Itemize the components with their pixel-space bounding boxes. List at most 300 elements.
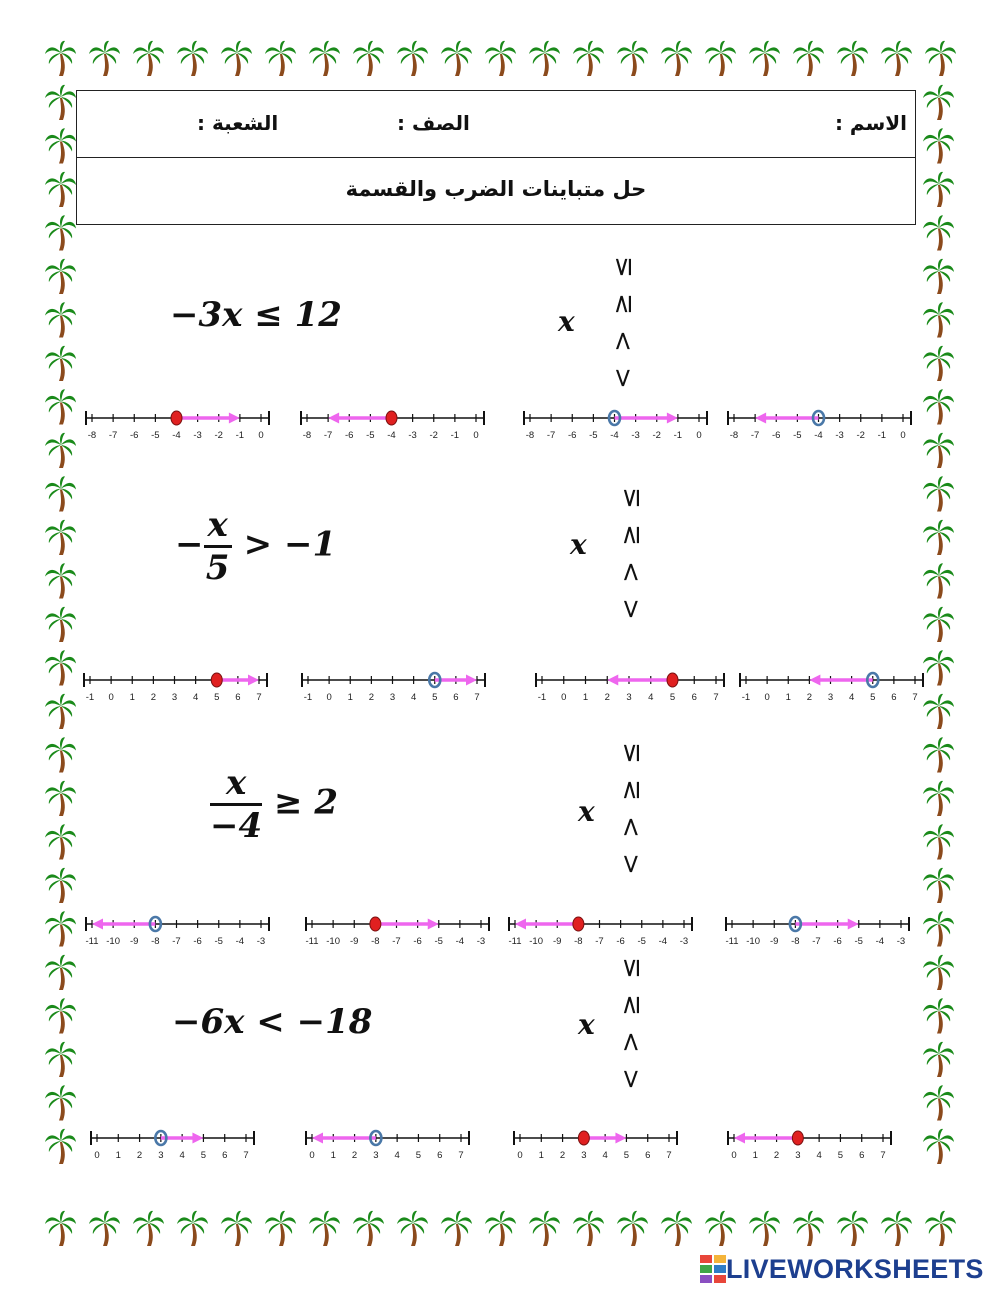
palm-tree-icon <box>923 128 954 163</box>
palm-tree-icon <box>573 1211 604 1246</box>
palm-tree-icon <box>45 781 76 816</box>
palm-tree-icon <box>485 1211 516 1246</box>
inequality-2-prefix: − <box>175 524 204 565</box>
tick-label: 1 <box>129 692 135 703</box>
choice-leq[interactable]: ≤ <box>616 487 646 509</box>
palm-tree-icon <box>793 41 824 76</box>
palm-tree-icon <box>923 911 954 946</box>
choice-leq[interactable]: ≤ <box>608 256 638 278</box>
tick-label: -7 <box>108 430 118 441</box>
palm-tree-icon <box>45 911 76 946</box>
tick-label: 1 <box>582 692 589 703</box>
tick-label: 0 <box>258 430 264 441</box>
closed-dot <box>211 673 222 687</box>
palm-tree-icon <box>441 1211 472 1246</box>
tick-label: -4 <box>235 936 245 947</box>
tick-label: 6 <box>691 692 697 703</box>
palm-tree-icon <box>925 1211 956 1246</box>
tick-label: 2 <box>136 1150 143 1161</box>
tick-label: 5 <box>415 1150 422 1161</box>
tick-label: -8 <box>302 430 312 441</box>
tick-label: 7 <box>474 692 480 703</box>
tick-label: -1 <box>877 430 887 441</box>
number-line-option[interactable] <box>80 910 275 954</box>
tick-label: 4 <box>179 1150 185 1161</box>
palm-tree-icon <box>881 1211 912 1246</box>
number-line-option[interactable] <box>300 1124 475 1168</box>
arrowhead-icon <box>734 1133 745 1144</box>
closed-dot <box>667 673 678 687</box>
palm-tree-icon <box>397 1211 428 1246</box>
palm-tree-icon <box>265 1211 296 1246</box>
choice-lt[interactable]: < <box>608 367 638 389</box>
palm-tree-icon <box>45 520 76 555</box>
palm-tree-icon <box>309 1211 340 1246</box>
palm-tree-icon <box>133 41 164 76</box>
number-line-option[interactable] <box>295 404 490 448</box>
tick-label: -5 <box>854 936 863 947</box>
arrowhead-icon <box>667 413 678 424</box>
tick-label: -2 <box>429 430 438 441</box>
tick-label: -11 <box>305 936 319 947</box>
tick-label: 7 <box>880 1150 886 1161</box>
tick-label: 5 <box>623 1150 630 1161</box>
tick-label: 1 <box>347 692 353 703</box>
tick-label: 2 <box>773 1150 780 1161</box>
tick-label: 0 <box>731 1150 737 1161</box>
tick-label: -5 <box>366 430 375 441</box>
tick-label: 5 <box>837 1150 844 1161</box>
palm-tree-icon <box>923 998 954 1033</box>
tick-label: -4 <box>658 936 668 947</box>
tick-label: -1 <box>673 430 683 441</box>
palm-tree-icon <box>45 41 76 76</box>
tick-label: -8 <box>525 430 535 441</box>
palm-tree-icon <box>45 650 76 685</box>
tick-label: 3 <box>389 692 396 703</box>
tick-label: -9 <box>130 936 139 947</box>
arrowhead-icon <box>515 919 526 930</box>
tick-label: -6 <box>833 936 842 947</box>
palm-tree-icon <box>923 302 954 337</box>
arrowhead-icon <box>428 919 439 930</box>
number-line-option[interactable] <box>722 1124 897 1168</box>
closed-dot <box>573 917 584 931</box>
tick-label: 4 <box>816 1150 822 1161</box>
tick-label: -9 <box>350 936 359 947</box>
tick-label: -10 <box>746 936 760 947</box>
tick-label: -6 <box>616 936 625 947</box>
tick-label: -4 <box>814 430 823 441</box>
tick-label: -5 <box>434 936 443 947</box>
liveworksheets-logo-icon <box>700 1255 726 1285</box>
tick-label: -5 <box>214 936 223 947</box>
number-line-option[interactable] <box>78 666 273 710</box>
tick-label: 4 <box>602 1150 608 1161</box>
worksheet-title: حل متباينات الضرب والقسمة <box>345 177 647 201</box>
palm-tree-icon <box>45 346 76 381</box>
tick-label: 4 <box>648 692 654 703</box>
tick-label: 6 <box>891 692 897 703</box>
tick-label: -4 <box>387 430 396 441</box>
palm-tree-icon <box>617 41 648 76</box>
palm-tree-icon <box>45 694 76 729</box>
fraction-3-denominator: −4 <box>210 806 263 846</box>
inequality-3 <box>210 763 338 846</box>
fraction-2 <box>204 505 232 588</box>
choice-gt[interactable]: > <box>616 1031 646 1053</box>
number-line-option[interactable] <box>734 666 929 710</box>
tick-label: 2 <box>150 692 157 703</box>
arrowhead-icon <box>607 675 618 686</box>
tick-label: 7 <box>912 692 918 703</box>
tick-label: -6 <box>130 430 139 441</box>
arrowhead-icon <box>312 1133 323 1144</box>
choice-gt[interactable]: > <box>608 330 638 352</box>
palm-tree-icon <box>45 955 76 990</box>
number-line-option[interactable] <box>530 666 730 710</box>
tick-label: 6 <box>235 692 241 703</box>
number-line-option[interactable] <box>518 404 713 448</box>
tick-label: -3 <box>896 936 906 947</box>
tick-label: -8 <box>729 430 739 441</box>
palm-tree-icon <box>441 41 472 76</box>
palm-tree-icon <box>923 433 954 468</box>
palm-tree-icon <box>45 1211 76 1246</box>
palm-tree-icon <box>177 41 208 76</box>
palm-tree-icon <box>45 868 76 903</box>
tick-label: 6 <box>222 1150 228 1161</box>
tick-label: 3 <box>795 1150 801 1161</box>
tick-label: 0 <box>561 692 567 703</box>
arrowhead-icon <box>466 675 477 686</box>
tick-label: -6 <box>772 430 781 441</box>
palm-tree-icon <box>45 389 76 424</box>
number-line-option[interactable] <box>508 1124 683 1168</box>
tick-label: 7 <box>458 1150 464 1161</box>
inequality-4: −6x < −18 <box>172 1002 373 1042</box>
palm-tree-icon <box>177 1211 208 1246</box>
tick-label: -6 <box>413 936 422 947</box>
palm-tree-icon <box>837 41 868 76</box>
variable-2: x <box>570 528 587 561</box>
palm-tree-icon <box>749 41 780 76</box>
tick-label: 0 <box>309 1150 315 1161</box>
palm-tree-icon <box>661 41 692 76</box>
fraction-3-numerator: x <box>210 763 262 806</box>
palm-tree-icon <box>661 1211 692 1246</box>
tick-label: -7 <box>392 936 401 947</box>
tick-label: 6 <box>453 692 459 703</box>
tick-label: -3 <box>835 430 844 441</box>
closed-dot <box>792 1131 803 1145</box>
tick-label: 4 <box>410 692 417 703</box>
section-label: الشعبة : <box>197 111 279 135</box>
tick-label: -1 <box>85 692 95 703</box>
tick-label: 0 <box>473 430 479 441</box>
palm-tree-icon <box>705 1211 736 1246</box>
palm-tree-icon <box>923 1042 954 1077</box>
inequality-2 <box>175 505 336 588</box>
tick-label: -1 <box>235 430 245 441</box>
tick-label: 4 <box>394 1150 400 1161</box>
number-line-option[interactable] <box>85 1124 260 1168</box>
variable-3: x <box>578 795 595 828</box>
tick-label: 6 <box>859 1150 865 1161</box>
tick-label: -8 <box>87 430 97 441</box>
tick-label: 5 <box>669 692 676 703</box>
palm-tree-icon <box>793 1211 824 1246</box>
tick-label: 0 <box>108 692 114 703</box>
palm-tree-icon <box>45 302 76 337</box>
choice-gt[interactable]: > <box>616 561 646 583</box>
student-info-row <box>77 91 915 158</box>
arrowhead-icon <box>229 413 240 424</box>
palm-tree-icon <box>923 781 954 816</box>
tick-label: 3 <box>626 692 632 703</box>
palm-tree-icon <box>925 41 956 76</box>
tick-label: 0 <box>696 430 702 441</box>
tick-label: -6 <box>568 430 577 441</box>
palm-tree-icon <box>923 1085 954 1120</box>
choice-lt[interactable]: < <box>616 598 646 620</box>
number-line-option[interactable] <box>296 666 491 710</box>
tick-label: 7 <box>666 1150 672 1161</box>
tick-label: -7 <box>750 430 760 441</box>
tick-label: -2 <box>652 430 661 441</box>
number-line-option[interactable] <box>80 404 275 448</box>
palm-tree-icon <box>923 172 954 207</box>
tick-label: -3 <box>256 936 266 947</box>
tick-label: 5 <box>870 692 876 703</box>
tick-label: 1 <box>538 1150 544 1161</box>
palm-tree-icon <box>89 1211 120 1246</box>
tick-label: 3 <box>171 692 178 703</box>
variable-4: x <box>578 1008 595 1041</box>
tick-label: -8 <box>791 936 800 947</box>
tick-label: -11 <box>508 936 522 947</box>
palm-tree-icon <box>837 1211 868 1246</box>
palm-tree-icon <box>617 1211 648 1246</box>
palm-tree-icon <box>923 215 954 250</box>
tick-label: 5 <box>432 692 438 703</box>
palm-tree-icon <box>923 85 954 120</box>
tick-label: -3 <box>679 936 689 947</box>
tick-label: -9 <box>553 936 562 947</box>
tick-label: -11 <box>85 936 99 947</box>
inequality-1: −3x ≤ 12 <box>170 295 342 335</box>
tick-label: 0 <box>94 1150 100 1161</box>
palm-tree-icon <box>45 1129 76 1164</box>
arrowhead-icon <box>192 1133 203 1144</box>
tick-label: 6 <box>437 1150 443 1161</box>
tick-label: 3 <box>827 692 834 703</box>
tick-label: -11 <box>725 936 739 947</box>
palm-tree-icon <box>923 476 954 511</box>
tick-label: -7 <box>595 936 604 947</box>
tick-label: 2 <box>806 692 813 703</box>
fraction-2-numerator: x <box>204 505 232 548</box>
palm-tree-icon <box>923 955 954 990</box>
tick-label: 4 <box>192 692 199 703</box>
tick-label: -1 <box>741 692 751 703</box>
tick-label: -10 <box>106 936 120 947</box>
tick-label: -4 <box>875 936 885 947</box>
palm-tree-icon <box>923 1129 954 1164</box>
tick-label: 5 <box>214 692 220 703</box>
tick-label: 2 <box>559 1150 566 1161</box>
palm-tree-icon <box>133 1211 164 1246</box>
palm-tree-icon <box>45 476 76 511</box>
palm-tree-icon <box>923 824 954 859</box>
palm-tree-icon <box>45 998 76 1033</box>
arrowhead-icon <box>328 413 339 424</box>
tick-label: -1 <box>303 692 313 703</box>
palm-tree-icon <box>45 1042 76 1077</box>
tick-label: -3 <box>476 936 486 947</box>
choice-leq[interactable]: ≤ <box>616 742 646 764</box>
closed-dot <box>578 1131 589 1145</box>
tick-label: 5 <box>200 1150 207 1161</box>
inequality-3-suffix: ≥ 2 <box>274 782 338 823</box>
tick-label: -9 <box>770 936 779 947</box>
palm-tree-icon <box>353 41 384 76</box>
tick-label: 3 <box>581 1150 587 1161</box>
tick-label: 1 <box>115 1150 121 1161</box>
tick-label: -1 <box>450 430 460 441</box>
palm-tree-icon <box>749 1211 780 1246</box>
tick-label: -4 <box>610 430 619 441</box>
tick-label: 3 <box>373 1150 379 1161</box>
tick-label: 7 <box>256 692 262 703</box>
tick-label: 2 <box>368 692 375 703</box>
palm-tree-icon <box>45 215 76 250</box>
palm-tree-icon <box>221 41 252 76</box>
tick-label: -2 <box>856 430 865 441</box>
palm-tree-icon <box>923 520 954 555</box>
tick-label: -8 <box>371 936 380 947</box>
palm-tree-icon <box>529 1211 560 1246</box>
palm-tree-icon <box>45 824 76 859</box>
choice-lt[interactable]: < <box>616 853 646 875</box>
tick-label: -4 <box>172 430 181 441</box>
palm-tree-icon <box>45 737 76 772</box>
palm-tree-icon <box>45 1085 76 1120</box>
palm-tree-icon <box>923 563 954 598</box>
number-line-option[interactable] <box>722 404 917 448</box>
choice-geq[interactable]: ≥ <box>616 779 646 801</box>
tick-label: 6 <box>645 1150 651 1161</box>
tick-label: -5 <box>589 430 598 441</box>
palm-tree-icon <box>45 563 76 598</box>
tick-label: 7 <box>243 1150 249 1161</box>
palm-tree-icon <box>45 172 76 207</box>
arrowhead-icon <box>848 919 859 930</box>
tick-label: 0 <box>326 692 332 703</box>
tick-label: -4 <box>455 936 465 947</box>
tick-label: 3 <box>158 1150 164 1161</box>
fraction-2-denominator: 5 <box>205 548 230 588</box>
tick-label: -10 <box>529 936 543 947</box>
variable-1: x <box>558 305 575 338</box>
choice-leq[interactable]: ≤ <box>616 957 646 979</box>
tick-label: -3 <box>631 430 640 441</box>
palm-tree-icon <box>923 259 954 294</box>
palm-tree-icon <box>923 346 954 381</box>
palm-tree-icon <box>353 1211 384 1246</box>
brand-name: LIVEWORKSHEETS <box>726 1254 984 1284</box>
closed-dot <box>370 917 381 931</box>
tick-label: 1 <box>785 692 791 703</box>
tick-label: -5 <box>793 430 802 441</box>
tick-label: 0 <box>517 1150 523 1161</box>
arrowhead-icon <box>248 675 259 686</box>
arrowhead-icon <box>92 919 103 930</box>
tick-label: 0 <box>900 430 906 441</box>
tick-label: 7 <box>713 692 719 703</box>
palm-tree-icon <box>45 128 76 163</box>
choice-geq[interactable]: ≥ <box>616 994 646 1016</box>
tick-label: -7 <box>546 430 556 441</box>
number-line-option[interactable] <box>300 910 495 954</box>
palm-tree-icon <box>923 389 954 424</box>
palm-tree-icon <box>265 41 296 76</box>
tick-label: -7 <box>172 936 181 947</box>
palm-tree-icon <box>923 868 954 903</box>
palm-tree-icon <box>573 41 604 76</box>
tick-label: -3 <box>193 430 202 441</box>
tick-label: 0 <box>764 692 770 703</box>
tick-label: 1 <box>752 1150 758 1161</box>
arrowhead-icon <box>755 413 766 424</box>
tick-label: -8 <box>151 936 160 947</box>
choice-geq[interactable]: ≥ <box>616 524 646 546</box>
tick-label: 2 <box>604 692 610 703</box>
number-line-option[interactable] <box>503 910 698 954</box>
tick-label: -10 <box>326 936 340 947</box>
header-box <box>76 90 916 225</box>
arrowhead-icon <box>809 675 820 686</box>
choice-geq[interactable]: ≥ <box>608 293 638 315</box>
tick-label: 2 <box>351 1150 358 1161</box>
palm-tree-icon <box>45 85 76 120</box>
tick-label: -5 <box>637 936 646 947</box>
palm-tree-icon <box>397 41 428 76</box>
tick-label: -7 <box>812 936 821 947</box>
tick-label: 1 <box>330 1150 336 1161</box>
palm-tree-icon <box>881 41 912 76</box>
tick-label: -6 <box>193 936 202 947</box>
palm-tree-icon <box>221 1211 252 1246</box>
palm-tree-icon <box>89 41 120 76</box>
tick-label: -2 <box>214 430 223 441</box>
tick-label: -5 <box>151 430 160 441</box>
choice-gt[interactable]: > <box>616 816 646 838</box>
arrowhead-icon <box>615 1133 626 1144</box>
tick-label: 4 <box>848 692 855 703</box>
palm-tree-icon <box>45 433 76 468</box>
inequality-2-suffix: > −1 <box>243 524 337 565</box>
tick-label: -7 <box>323 430 333 441</box>
fraction-3 <box>210 763 262 846</box>
palm-tree-icon <box>309 41 340 76</box>
number-line-option[interactable] <box>720 910 915 954</box>
choice-lt[interactable]: < <box>616 1068 646 1090</box>
palm-tree-icon <box>923 607 954 642</box>
palm-tree-icon <box>923 737 954 772</box>
palm-tree-icon <box>485 41 516 76</box>
class-label: الصف : <box>397 111 470 135</box>
